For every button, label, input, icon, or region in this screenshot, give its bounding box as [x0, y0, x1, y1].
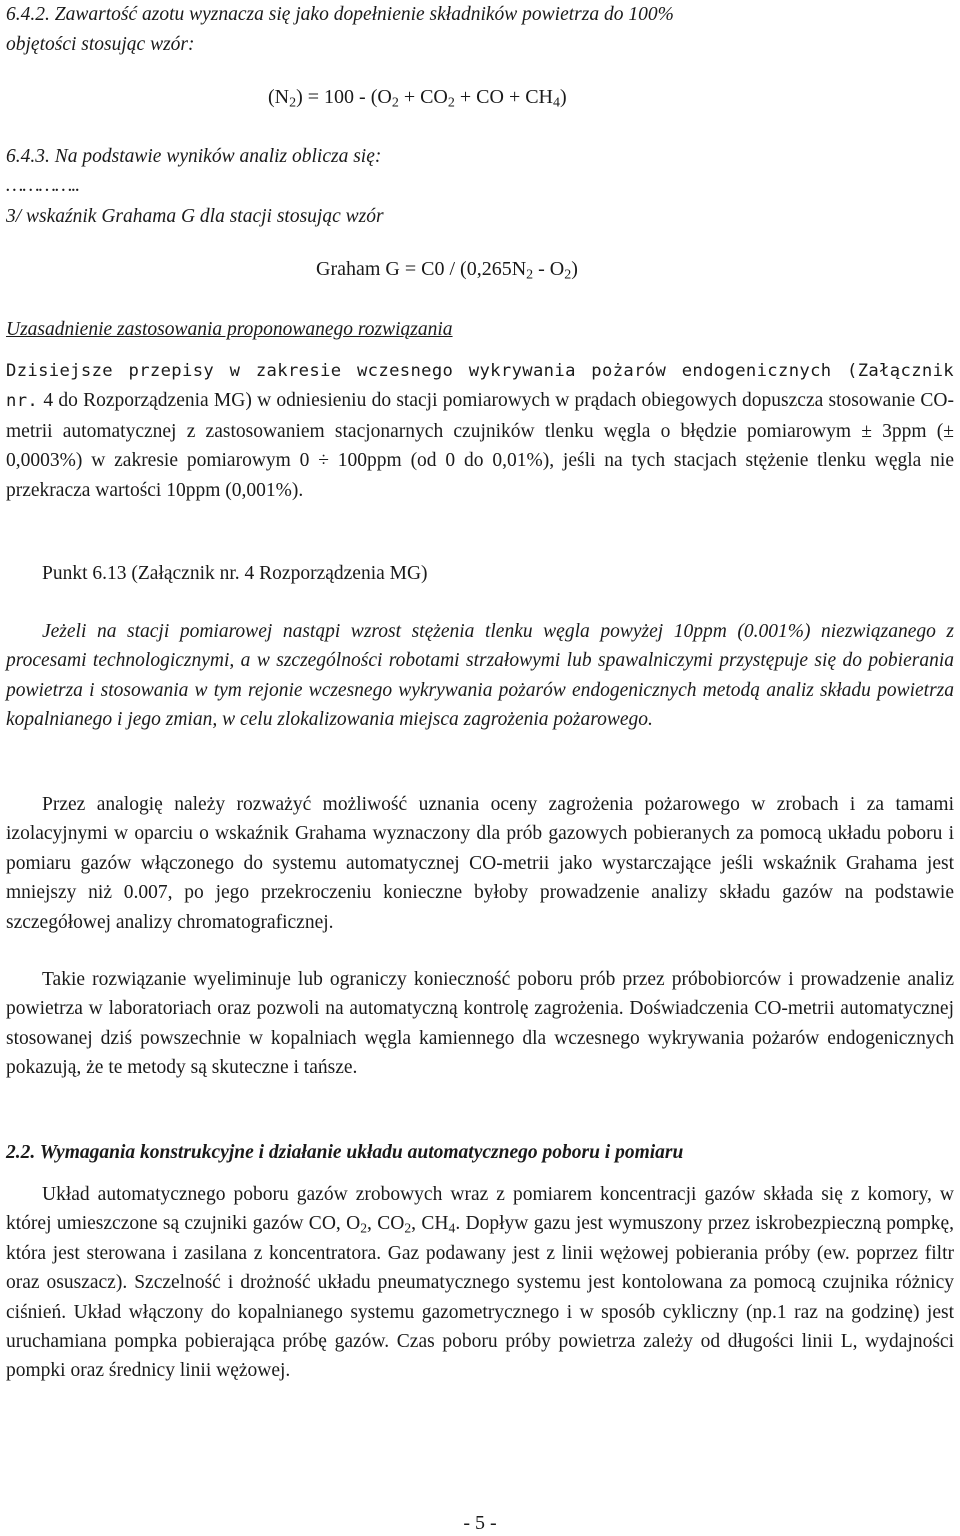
page-number: - 5 -: [463, 1512, 497, 1534]
section-6-4-3-graham-line: 3/ wskaźnik Grahama G dla stacji stosując wzór: [6, 206, 384, 227]
paragraph-analogia: Przez analogię należy rozważyć możliwość uznania oceny zagrożenia pożarowego w zrobach i za tamami izolacyjnymi w oparciu o wskaźnik Grahama wyznaczony dla prób gazowych pobieranych za pomocą układu poboru i pomiaru gazów włączonego do systemu automatycznej CO-metrii jako wystarczające jeśli wskaźnik Grahama jest mniejszy niż 0.007, po jego przekroczeniu konieczne byłoby prowadzenie analizy składu gazów na podstawie szczegółowej analizy chromatograficznej.: [6, 794, 954, 933]
formula-nitrogen: $(N_2) = 100 - (O_2 + CO_2$ + CO + $CH_4$): [268, 86, 567, 111]
section-6-4-2-line2: objętości stosując wzór:: [6, 34, 195, 55]
formula-graham: Graham $G = C0 / (0,265N_2 - O_2)$: [316, 258, 578, 283]
heading-section-2-2: 2.2. Wymagania konstrukcyjne i działanie układu automatycznego poboru i pomiaru: [6, 1142, 684, 1163]
section-6-4-3-line1: 6.4.3. Na podstawie wyników analiz oblicza się:: [6, 146, 382, 167]
heading-uzasadnienie: Uzasadnienie zastosowania proponowanego rozwiązania: [6, 319, 453, 340]
paragraph-uklad: Układ automatycznego poboru gazów zrobowych wraz z pomiarem koncentracji gazów składa się z komory, w której umieszczone są czujniki gazów CO, $O_2$, $CO_2$, $CH_4$. Dopływ gazu jest wymuszony przez iskrobezpieczną pompkę, która jest sterowana i zasilana z koncentratora. Gaz podawany jest z linii wężowej pobierania próby (ew. poprzez filtr oraz osuszacz). Szczelność i drożność układu pneumatycznego systemu jest kontolowana za pomocą czujnika różnicy ciśnień. Układ włączony do kopalnianego systemu gazometrycznego i w sposób cykliczny (np.1 raz na godzinę) jest uruchamiana pompka pobierająca próbę gazów. Czas poboru próby powietrza zależy od długości linii L, wydajności pompki oraz średnicy linii wężowej.: [6, 1184, 955, 1382]
punkt-reference: Punkt 6.13 (Załącznik nr. 4 Rozporządzenia MG): [42, 563, 428, 584]
quote-paragraph: Jeżeli na stacji pomiarowej nastąpi wzrost stężenia tlenku węgla powyżej 10ppm (0.001%) niezwiązanego z procesami technologicznymi, a w szczególności robotami strzałowymi lub spawalniczymi przystępuje się do pobierania powietrza i stosowania w tym rejonie wczesnego wykrywania pożarów endogenicznych metodą analiz składu powietrza kopalnianego i jego zmian, w celu zlokalizowania miejsca zagrożenia pożarowego.: [6, 621, 954, 731]
paragraph-rozwiazanie: Takie rozwiązanie wyeliminuje lub ograniczy konieczność poboru prób przez próbobiorców i prowadzenie analiz powietrza w laboratoriach oraz pozwoli na automatyczną kontrolę zagrożenia. Doświadczenia CO-metrii automatycznej stosowanej dziś powszechnie w kopalniach węgla kamiennego dla wczesnego wykrywania pożarów endogenicznych pokazują, że te metody są skuteczne i tańsze.: [6, 969, 954, 1079]
section-6-4-3-dots: …………..: [6, 175, 80, 196]
paragraph-przepisy: Dzisiejsze przepisy w zakresie wczesnego wykrywania pożarów endogenicznych (Załącznik nr. 4 do Rozporządzenia MG) w odniesieniu do stacji pomiarowych w prądach obiegowych dopuszcza stosowanie CO-metrii automatycznej z zastosowaniem stacjonarnych czujników tlenku węgla o błędzie pomiarowym ± 3ppm (± 0,0003%) w zakresie pomiarowym 0 ÷ 100ppm (od 0 do 0,01%), jeśli na tych stacjach stężenie tlenku węgla nie przekracza wartości 10ppm (0,001%).: [6, 361, 954, 501]
section-6-4-2-line1: 6.4.2. Zawartość azotu wyznacza się jako dopełnienie składników powietrza do 100%: [6, 4, 674, 25]
